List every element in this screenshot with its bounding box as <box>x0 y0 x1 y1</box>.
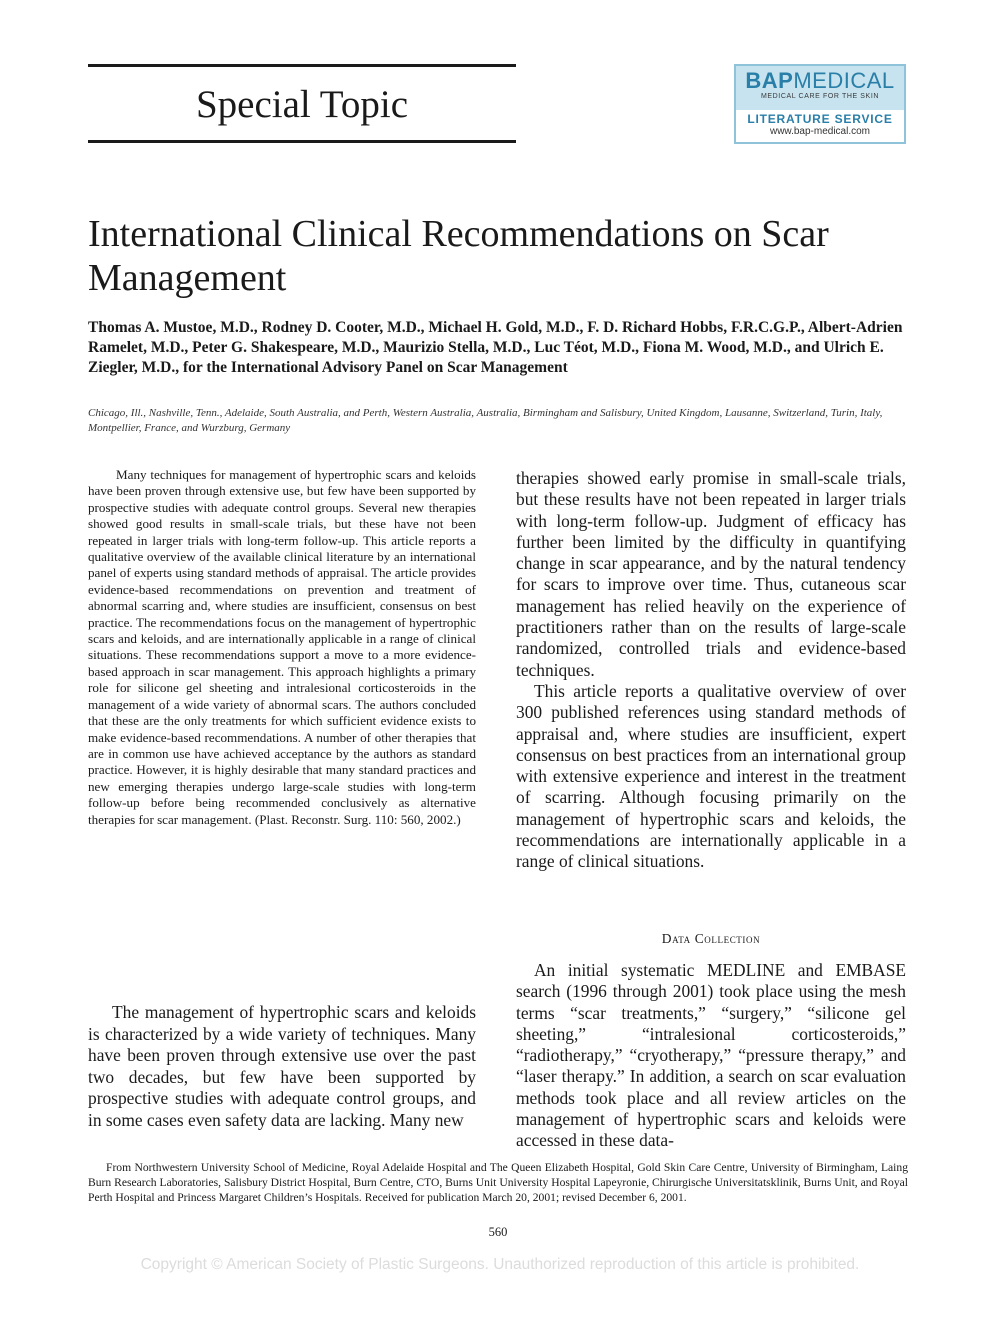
logo-brand-light: MEDICAL <box>793 68 895 93</box>
article-title: International Clinical Recommendations on Scar Management <box>88 213 829 299</box>
logo-service: LITERATURE SERVICE <box>747 112 893 126</box>
affiliations-footnote <box>88 1160 908 1205</box>
logo-url[interactable]: www.bap-medical.com <box>769 126 871 137</box>
body-column-left <box>88 1002 476 1131</box>
body-column-right <box>516 468 906 873</box>
body-column-right-lower <box>516 960 906 1152</box>
copyright-notice: Copyright © American Society of Plastic Surgeons. Unauthorized reproduction of this article is prohibited. <box>140 1256 860 1273</box>
abstract-text: Many techniques for management of hypertrophic scars and keloids have been proven through extensive use, but few have been supported by prospective studies with adequate control groups. Several new therapies showed good results in small-scale trials, but these have not been repeated in larger trials with long-term follow-up. This article reports a qualitative overview of the available clinical literature by an international panel of experts using standard methods of appraisal. The article provides evidence-based recommendations on prevention and treatment of abnormal scarring and, where studies are insufficient, consensus on best practice. The recommendations focus on the management of hypertrophic scars and keloids, and are internationally applicable in a range of clinical situations. These recommendations support a move to a more evidence-based approach in scar management. This approach highlights a primary role for silicone gel sheeting and intralesional corticosteroids in the management of a wide variety of abnormal scars. The authors concluded that these are the only treatments for which sufficient evidence exists to make evidence-based recommendations. A number of other therapies that are in common use have achieved acceptance by the authors as standard practice. However, it is highly desirable that many standard practices and new emerging therapies undergo large-scale studies with long-term follow-up before being recommended conclusively as alternative therapies for scar management. <box>88 467 476 827</box>
bap-medical-logo[interactable] <box>734 64 906 144</box>
author-locations: Chicago, Ill., Nashville, Tenn., Adelaide, South Australia, and Perth, Western Australia, Australia, Birmingham and Salisbury, United Kingdom, Lausanne, Switzerland, Turin, Italy, Montpellier, France, and Wurzburg, Germany <box>88 407 883 434</box>
logo-brand-bold: BAP <box>745 68 794 93</box>
section-title: Special Topic <box>195 83 409 126</box>
logo-tagline: MEDICAL CARE FOR THE SKIN <box>760 93 880 100</box>
body-paragraph: therapies showed early promise in small-scale trials, but these results have not been repeated in larger trials with long-term follow-up. Judgment of efficacy has further been limited by the difficulty in quantifying change in scar appearance, and by the natural tendency for scars to improve over time. Thus, cutaneous scar management has relied heavily on the experience of practitioners rather than on the results of large-scale randomized, controlled trials and evidence-based techniques. <box>516 468 906 680</box>
logo-brand <box>736 68 904 94</box>
abstract <box>88 467 476 828</box>
footnote-text: From Northwestern University School of Medicine, Royal Adelaide Hospital and The Queen Elizabeth Hospital, Gold Skin Care Centre, University of Birmingham, Laing Burn Research Laboratories, Salisbury District Hospital, Burn Centre, CTO, Burns Unit University Hospital Lapeyronie, Chirurgische Universitatsklinik, Burns Unit, and Royal Perth Hospital and Princess Margaret Children’s Hospitals. Received for publication March 20, 2001; revised December 6, 2001. <box>88 1161 908 1204</box>
body-paragraph: An initial systematic MEDLINE and EMBASE search (1996 through 2001) took place using the mesh terms “scar treatments,” “surgery,” “silicone gel sheeting,” “intralesional corticosteroids,” “radiotherapy,” “cryotherapy,” “pressure therapy,” and “laser therapy.” In addition, a search on scar evaluation methods took place and all review articles on the management of hypertrophic scars and keloids were accessed in these data- <box>516 960 906 1151</box>
body-paragraph: This article reports a qualitative overview of over 300 published references using standard methods of appraisal and, where studies are insufficient, expert consensus on best practices from an international group with extensive experience and interest in the treatment of scarring. Although focusing primarily on the management of hypertrophic scars and keloids, the recommendations are internationally applicable in a range of clinical situations. <box>516 680 906 872</box>
page-number: 560 <box>488 1225 508 1239</box>
abstract-citation: (Plast. Reconstr. Surg. 110: 560, 2002.) <box>254 811 461 827</box>
body-paragraph: The management of hypertrophic scars and keloids is characterized by a wide variety of techniques. Many have been proven through extensive use over the past two decades, but few have been supported by prospective studies with adequate control groups, and in some cases even safety data are lacking. Many new <box>88 1002 476 1130</box>
abstract-paragraph <box>88 467 476 828</box>
header-bottom-rule <box>88 140 516 143</box>
header-top-rule <box>88 64 516 67</box>
author-list: Thomas A. Mustoe, M.D., Rodney D. Cooter, M.D., Michael H. Gold, M.D., F. D. Richard Hobbs, F.R.C.G.P., Albert-Adrien Ramelet, M.D., Peter G. Shakespeare, M.D., Maurizio Stella, M.D., Luc Téot, M.D., Fiona M. Wood, M.D., and Ulrich E. Ziegler, M.D., for the International Advisory Panel on Scar Management <box>88 319 903 376</box>
section-heading-data-collection: Data Collection <box>661 931 761 946</box>
